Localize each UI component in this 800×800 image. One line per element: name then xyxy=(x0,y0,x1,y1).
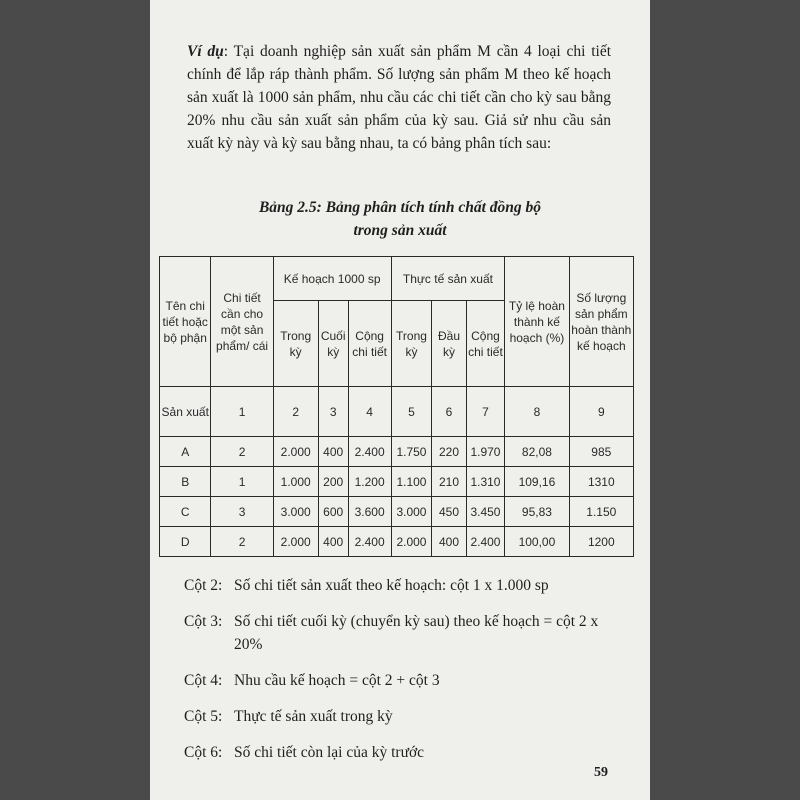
table-cell: 1.970 xyxy=(466,437,505,467)
table-cell: A xyxy=(160,437,211,467)
table-cell: 2.000 xyxy=(273,437,318,467)
index-cell: 8 xyxy=(505,387,569,437)
table-cell: 1.310 xyxy=(466,467,505,497)
table-cell: 109,16 xyxy=(505,467,569,497)
header-plan-end-period: Cuối kỳ xyxy=(318,301,348,387)
table-cell: 3 xyxy=(211,497,273,527)
table-cell: 2.000 xyxy=(273,527,318,557)
table-cell: B xyxy=(160,467,211,497)
table-cell: 450 xyxy=(432,497,466,527)
header-actual-total: Cộng chi tiết xyxy=(466,301,505,387)
note-item xyxy=(184,669,624,692)
note-label: Cột 5: xyxy=(184,708,223,725)
table-cell: 1 xyxy=(211,467,273,497)
sync-analysis-table xyxy=(159,256,634,557)
table-cell: 400 xyxy=(318,437,348,467)
note-text: Số chi tiết sản xuất theo kế hoạch: cột 1 x 1.000 sp xyxy=(234,577,549,594)
table-cell: 985 xyxy=(569,437,633,467)
table-cell: 82,08 xyxy=(505,437,569,467)
column-notes xyxy=(184,574,624,777)
note-label: Cột 6: xyxy=(184,744,223,761)
header-completed-qty: Số lượng sản phẩm hoàn thành kế hoạch xyxy=(569,257,633,387)
index-cell: 6 xyxy=(432,387,466,437)
index-cell: 1 xyxy=(211,387,273,437)
note-label: Cột 2: xyxy=(184,577,223,594)
note-item xyxy=(184,574,624,597)
index-cell: 3 xyxy=(318,387,348,437)
table-cell: 100,00 xyxy=(505,527,569,557)
table-cell: 2 xyxy=(211,437,273,467)
table-row xyxy=(160,437,634,467)
table-cell: 600 xyxy=(318,497,348,527)
table-cell: 3.450 xyxy=(466,497,505,527)
header-plan-in-period: Trong kỳ xyxy=(273,301,318,387)
header-plan-total: Cộng chi tiết xyxy=(348,301,391,387)
header-name: Tên chi tiết hoặc bộ phận xyxy=(160,257,211,387)
table-cell: 1.100 xyxy=(391,467,432,497)
table-cell: 2 xyxy=(211,527,273,557)
table-cell: D xyxy=(160,527,211,557)
table-cell: 2.400 xyxy=(466,527,505,557)
table-cell: 400 xyxy=(432,527,466,557)
note-text: Nhu cầu kế hoạch = cột 2 + cột 3 xyxy=(234,672,440,689)
table-cell: 3.000 xyxy=(391,497,432,527)
header-completion-rate: Tỷ lệ hoàn thành kế hoạch (%) xyxy=(505,257,569,387)
header-actual-group: Thực tế sản xuất xyxy=(391,257,505,301)
note-label: Cột 4: xyxy=(184,672,223,689)
table-cell: 1.750 xyxy=(391,437,432,467)
page-number: 59 xyxy=(594,765,608,780)
note-text: Số chi tiết còn lại của kỳ trước xyxy=(234,744,425,761)
header-detail-per-product: Chi tiết cần cho một sản phẩm/ cái xyxy=(211,257,273,387)
table-cell: 2.400 xyxy=(348,437,391,467)
note-label: Cột 3: xyxy=(184,613,223,630)
book-page xyxy=(150,0,650,800)
header-actual-in-period: Trong kỳ xyxy=(391,301,432,387)
index-cell: 9 xyxy=(569,387,633,437)
table-cell: 1200 xyxy=(569,527,633,557)
table-row xyxy=(160,497,634,527)
index-cell: Sản xuất xyxy=(160,387,211,437)
table-cell: 1.000 xyxy=(273,467,318,497)
example-label: Ví dụ xyxy=(187,43,224,60)
index-cell: 2 xyxy=(273,387,318,437)
index-cell: 5 xyxy=(391,387,432,437)
table-cell: C xyxy=(160,497,211,527)
header-plan-group: Kế hoạch 1000 sp xyxy=(273,257,391,301)
note-text: Thực tế sản xuất trong kỳ xyxy=(234,708,393,725)
table-cell: 3.000 xyxy=(273,497,318,527)
table-cell: 1310 xyxy=(569,467,633,497)
index-cell: 4 xyxy=(348,387,391,437)
note-item xyxy=(184,610,624,656)
table-cell: 3.600 xyxy=(348,497,391,527)
table-cell: 220 xyxy=(432,437,466,467)
index-row xyxy=(160,387,634,437)
table-caption xyxy=(180,196,620,242)
table-cell: 200 xyxy=(318,467,348,497)
table-cell: 2.000 xyxy=(391,527,432,557)
table-cell: 1.200 xyxy=(348,467,391,497)
caption-line-2: trong sản xuất xyxy=(353,222,447,239)
note-item xyxy=(184,705,624,728)
caption-line-1: Bảng 2.5: Bảng phân tích tính chất đồng bộ xyxy=(258,199,542,216)
note-item xyxy=(184,741,624,764)
table-row xyxy=(160,527,634,557)
table-cell: 95,83 xyxy=(505,497,569,527)
header-actual-start-period: Đầu kỳ xyxy=(432,301,466,387)
table-cell: 2.400 xyxy=(348,527,391,557)
table-row xyxy=(160,467,634,497)
table-cell: 210 xyxy=(432,467,466,497)
intro-paragraph xyxy=(187,40,611,155)
table-cell: 400 xyxy=(318,527,348,557)
table-cell: 1.150 xyxy=(569,497,633,527)
intro-text: : Tại doanh nghiệp sản xuất sản phẩm M cần 4 loại chi tiết chính để lắp ráp thành phẩm. Số lượng sản phẩm M theo kế hoạch sản xuất là 1000 sản phẩm, nhu cầu các chi tiết cần cho kỳ sau bằng 20% nhu cầu sản xuất sản phẩm của kỳ sau. Giả sử nhu cầu sản xuất kỳ này và kỳ sau bằng nhau, ta có bảng phân tích sau: xyxy=(187,43,612,152)
index-cell: 7 xyxy=(466,387,505,437)
note-text: Số chi tiết cuối kỳ (chuyển kỳ sau) theo kế hoạch = cột 2 x 20% xyxy=(234,613,599,653)
